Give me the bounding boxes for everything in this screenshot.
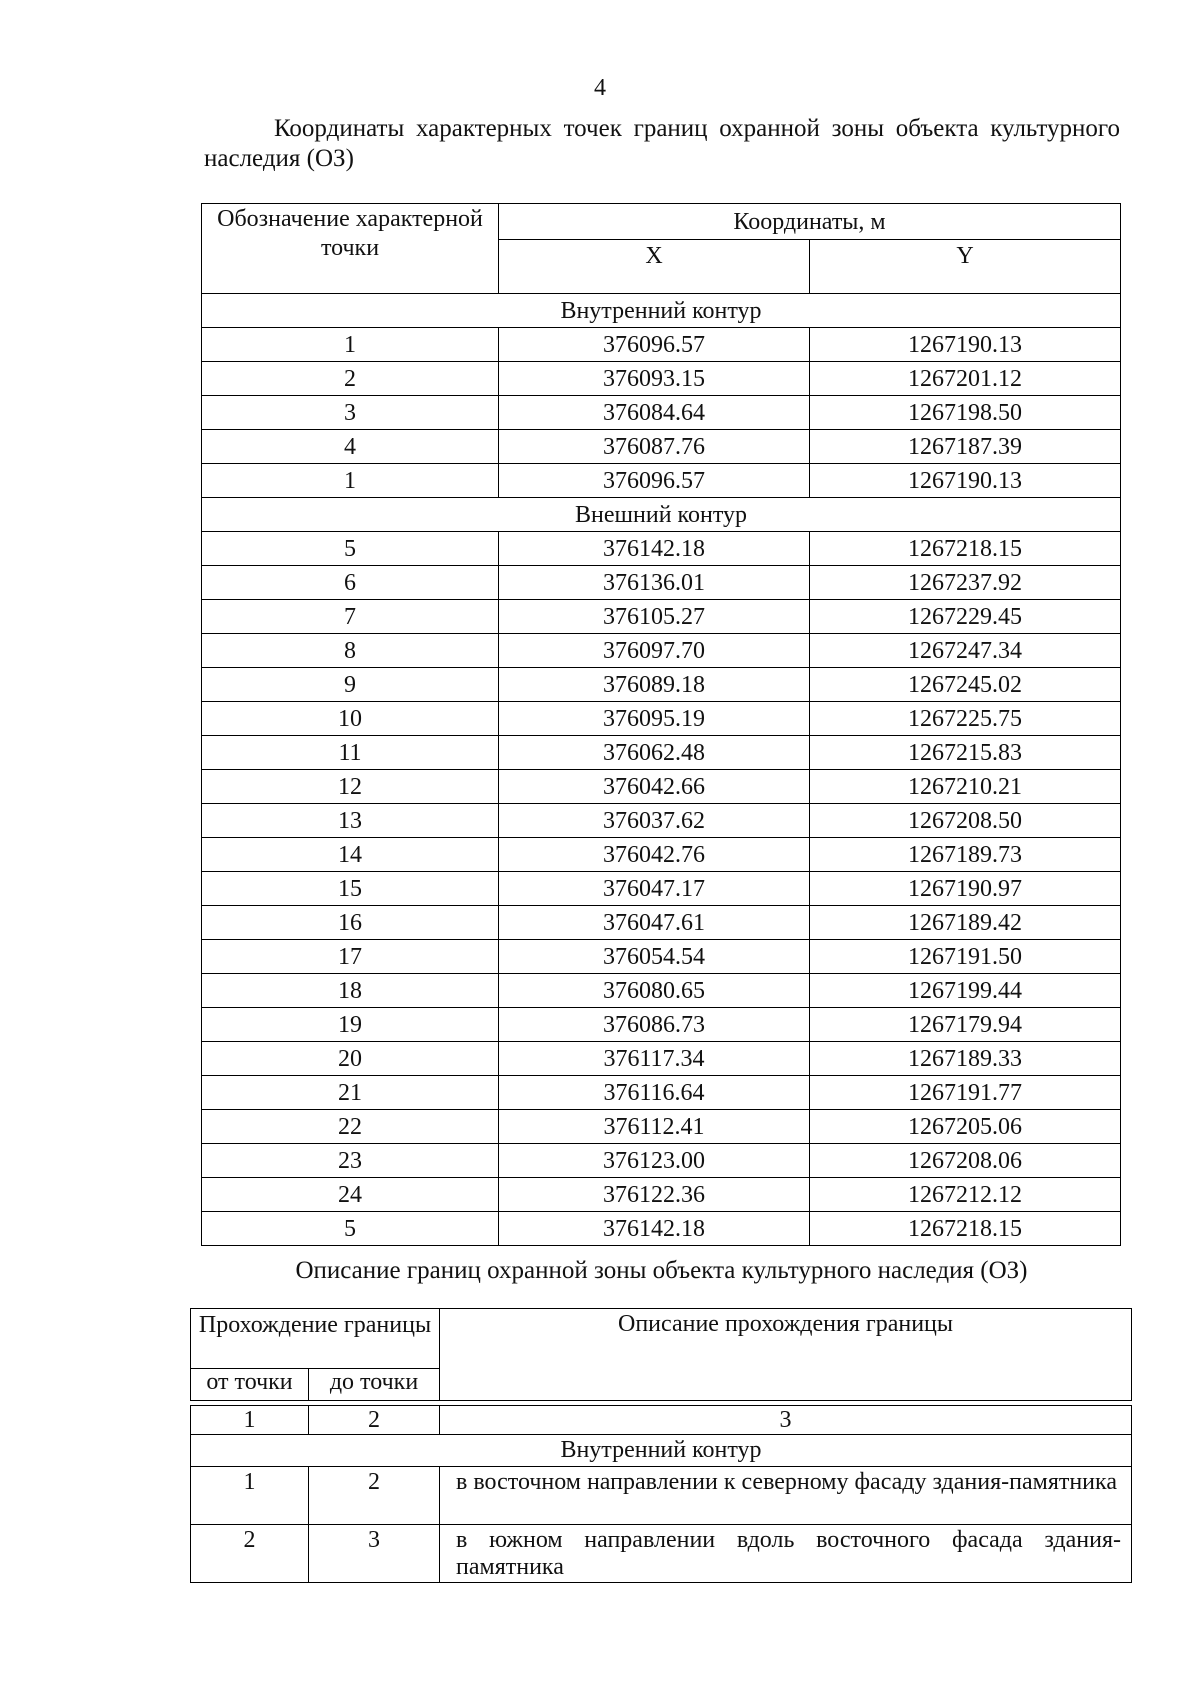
- x-coordinate: 376097.70: [499, 634, 810, 668]
- table-row: [202, 872, 1121, 906]
- table-row: [202, 736, 1121, 770]
- x-coordinate: 376122.36: [499, 1178, 810, 1212]
- y-coordinate: 1267198.50: [810, 396, 1121, 430]
- table-row: [202, 328, 1121, 362]
- table-row: [202, 1178, 1121, 1212]
- header-to-point: до точки: [309, 1369, 440, 1401]
- section-outer-contour: Внешний контур: [202, 498, 1121, 532]
- description-table-title: Описание границ охранной зоны объекта культурного наследия (ОЗ): [295, 1257, 1028, 1284]
- header-from-point: от точки: [191, 1369, 309, 1401]
- x-coordinate: 376087.76: [499, 430, 810, 464]
- point-number: 22: [202, 1110, 499, 1144]
- column-number: 1: [191, 1406, 309, 1435]
- point-number: 13: [202, 804, 499, 838]
- table-row: [202, 362, 1121, 396]
- table-row: [202, 1008, 1121, 1042]
- y-coordinate: 1267191.50: [810, 940, 1121, 974]
- point-number: 8: [202, 634, 499, 668]
- table-row: [191, 1525, 1132, 1583]
- table-row: [202, 430, 1121, 464]
- point-number: 2: [202, 362, 499, 396]
- point-number: 1: [202, 464, 499, 498]
- point-number: 20: [202, 1042, 499, 1076]
- x-coordinate: 376062.48: [499, 736, 810, 770]
- y-coordinate: 1267191.77: [810, 1076, 1121, 1110]
- table-row: [202, 1212, 1121, 1246]
- table-row: [202, 906, 1121, 940]
- table-row: [202, 600, 1121, 634]
- point-number: 3: [202, 396, 499, 430]
- y-coordinate: 1267190.97: [810, 872, 1121, 906]
- point-number: 15: [202, 872, 499, 906]
- x-coordinate: 376096.57: [499, 328, 810, 362]
- x-coordinate: 376086.73: [499, 1008, 810, 1042]
- y-coordinate: 1267247.34: [810, 634, 1121, 668]
- x-coordinate: 376095.19: [499, 702, 810, 736]
- outer-contour-rows: [202, 532, 1121, 1246]
- x-coordinate: 376116.64: [499, 1076, 810, 1110]
- table-row: [202, 702, 1121, 736]
- x-coordinate: 376112.41: [499, 1110, 810, 1144]
- point-number: 14: [202, 838, 499, 872]
- y-coordinate: 1267210.21: [810, 770, 1121, 804]
- header-point-designation: Обозначение характерной точки: [202, 204, 499, 294]
- x-coordinate: 376047.61: [499, 906, 810, 940]
- x-coordinate: 376037.62: [499, 804, 810, 838]
- y-coordinate: 1267205.06: [810, 1110, 1121, 1144]
- point-number: 4: [202, 430, 499, 464]
- y-coordinate: 1267208.06: [810, 1144, 1121, 1178]
- y-coordinate: 1267201.12: [810, 362, 1121, 396]
- y-coordinate: 1267218.15: [810, 1212, 1121, 1246]
- table-row: [202, 566, 1121, 600]
- x-coordinate: 376142.18: [499, 532, 810, 566]
- column-number: 3: [440, 1406, 1132, 1435]
- passage-description: в восточном направлении к северному фасаду здания-памятника: [440, 1467, 1132, 1525]
- table-row: [202, 634, 1121, 668]
- table-row: [202, 770, 1121, 804]
- y-coordinate: 1267229.45: [810, 600, 1121, 634]
- section-inner-contour: Внутренний контур: [202, 294, 1121, 328]
- from-point: 2: [191, 1525, 309, 1583]
- to-point: 2: [309, 1467, 440, 1525]
- point-number: 5: [202, 532, 499, 566]
- x-coordinate: 376047.17: [499, 872, 810, 906]
- point-number: 12: [202, 770, 499, 804]
- y-coordinate: 1267215.83: [810, 736, 1121, 770]
- y-coordinate: 1267245.02: [810, 668, 1121, 702]
- point-number: 10: [202, 702, 499, 736]
- inner-contour-rows: [202, 328, 1121, 498]
- x-coordinate: 376123.00: [499, 1144, 810, 1178]
- boundary-description-table: [190, 1308, 1132, 1583]
- table-row: [202, 668, 1121, 702]
- y-coordinate: 1267199.44: [810, 974, 1121, 1008]
- point-number: 18: [202, 974, 499, 1008]
- y-coordinate: 1267189.33: [810, 1042, 1121, 1076]
- x-coordinate: 376080.65: [499, 974, 810, 1008]
- from-point: 1: [191, 1467, 309, 1525]
- x-coordinate: 376142.18: [499, 1212, 810, 1246]
- point-number: 11: [202, 736, 499, 770]
- x-coordinate: 376096.57: [499, 464, 810, 498]
- x-coordinate: 376089.18: [499, 668, 810, 702]
- point-number: 17: [202, 940, 499, 974]
- x-coordinate: 376042.76: [499, 838, 810, 872]
- table-row: [202, 1076, 1121, 1110]
- page-number: 4: [594, 75, 606, 101]
- table-row: [191, 1467, 1132, 1525]
- section-inner-contour: Внутренний контур: [191, 1435, 1132, 1467]
- header-coordinates: Координаты, м: [499, 204, 1121, 240]
- point-number: 16: [202, 906, 499, 940]
- x-coordinate: 376117.34: [499, 1042, 810, 1076]
- column-number: 2: [309, 1406, 440, 1435]
- y-coordinate: 1267218.15: [810, 532, 1121, 566]
- header-x: X: [499, 240, 810, 294]
- y-coordinate: 1267237.92: [810, 566, 1121, 600]
- table-row: [202, 396, 1121, 430]
- y-coordinate: 1267212.12: [810, 1178, 1121, 1212]
- point-number: 24: [202, 1178, 499, 1212]
- x-coordinate: 376042.66: [499, 770, 810, 804]
- table-row: [202, 464, 1121, 498]
- point-number: 19: [202, 1008, 499, 1042]
- x-coordinate: 376105.27: [499, 600, 810, 634]
- table-row: [202, 1110, 1121, 1144]
- y-coordinate: 1267189.42: [810, 906, 1121, 940]
- table-row: [202, 1144, 1121, 1178]
- y-coordinate: 1267190.13: [810, 464, 1121, 498]
- x-coordinate: 376084.64: [499, 396, 810, 430]
- point-number: 9: [202, 668, 499, 702]
- x-coordinate: 376093.15: [499, 362, 810, 396]
- point-number: 6: [202, 566, 499, 600]
- coordinates-table: [201, 203, 1121, 1246]
- point-number: 5: [202, 1212, 499, 1246]
- point-number: 1: [202, 328, 499, 362]
- x-coordinate: 376054.54: [499, 940, 810, 974]
- y-coordinate: 1267189.73: [810, 838, 1121, 872]
- table-row: [202, 974, 1121, 1008]
- coordinates-table-title: Координаты характерных точек границ охранной зоны объекта культурного наследия (ОЗ): [204, 115, 1120, 172]
- table-row: [202, 804, 1121, 838]
- header-y: Y: [810, 240, 1121, 294]
- point-number: 23: [202, 1144, 499, 1178]
- point-number: 21: [202, 1076, 499, 1110]
- table-row: [202, 940, 1121, 974]
- header-boundary-passage: Прохождение границы: [191, 1309, 440, 1369]
- header-passage-description: Описание прохождения границы: [440, 1309, 1132, 1401]
- y-coordinate: 1267179.94: [810, 1008, 1121, 1042]
- to-point: 3: [309, 1525, 440, 1583]
- table-row: [202, 1042, 1121, 1076]
- x-coordinate: 376136.01: [499, 566, 810, 600]
- y-coordinate: 1267187.39: [810, 430, 1121, 464]
- passage-description: в южном направлении вдоль восточного фасада здания-памятника: [440, 1525, 1132, 1583]
- y-coordinate: 1267225.75: [810, 702, 1121, 736]
- y-coordinate: 1267208.50: [810, 804, 1121, 838]
- point-number: 7: [202, 600, 499, 634]
- table-row: [202, 838, 1121, 872]
- table-row: [202, 532, 1121, 566]
- y-coordinate: 1267190.13: [810, 328, 1121, 362]
